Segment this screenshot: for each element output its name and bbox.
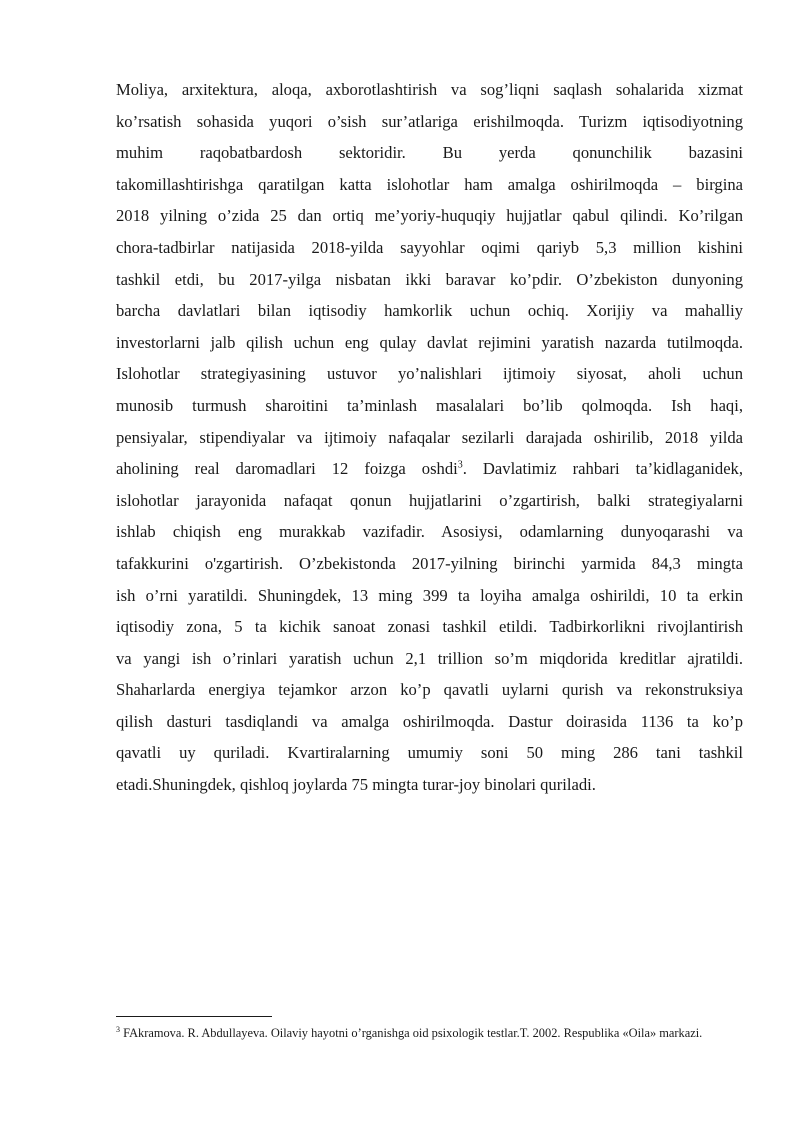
body-paragraph	[116, 74, 743, 801]
text-line: ishlab chiqish eng murakkab vazifadir. Asosiysi, odamlarning dunyoqarashi va	[116, 522, 743, 542]
text-line: 2018 yilning o’zida 25 dan ortiq me’yoriy-huquqiy hujjatlar qabul qilindi. Ko’rilgan	[116, 206, 743, 226]
footnote-reference[interactable]: 3	[457, 459, 463, 471]
text-line: ish o’rni yaratildi. Shuningdek, 13 ming 399 ta loyiha amalga oshirildi, 10 ta erkin	[116, 585, 743, 605]
footnote-text: FAkramova. R. Abdullayeva. Oilaviy hayotni o’rganishga oid psixologik testlar.T. 2002. Respublika «Oila» markazi.	[120, 1026, 703, 1040]
text-line: barcha davlatlari bilan iqtisodiy hamkorlik uchun ochiq. Xorijiy va mahalliy	[116, 301, 743, 321]
footnote-marker: 3	[116, 1024, 120, 1034]
text-line-with-footnote	[116, 453, 743, 485]
text-line: Shaharlarda energiya tejamkor arzon ko’p qavatli uylarni qurish va rekonstruksiya	[116, 680, 743, 700]
text-line: investorlarni jalb qilish uchun eng qulay davlat rejimini yaratish nazarda tutilmoqda.	[116, 332, 743, 352]
text-line: tafakkurini o'zgartirish. O’zbekistonda 2017-yilning birinchi yarmida 84,3 mingta	[116, 553, 743, 573]
text-line: islohotlar jarayonida nafaqat qonun hujjatlarini o’zgartirish, balki strategiyalarni	[116, 490, 743, 510]
text-line: Moliya, arxitektura, aloqa, axborotlashtirish va sog’liqni saqlash sohalarida xizmat	[116, 80, 743, 99]
footnote	[116, 1024, 743, 1043]
text-line: qavatli uy quriladi. Kvartiralarning umumiy soni 50 ming 286 tani tashkil	[116, 743, 743, 763]
text-line: pensiyalar, stipendiyalar va ijtimoiy nafaqalar sezilarli darajada oshirilib, 2018 yilda	[116, 427, 743, 447]
text-line: ko’rsatish sohasida yuqori o’sish sur’atlariga erishilmoqda. Turizm iqtisodiyotning	[116, 111, 743, 131]
text-line: va yangi ish o’rinlari yaratish uchun 2,1 trillion so’m miqdorida kreditlar ajratildi.	[116, 648, 743, 668]
text-segment: aholining real daromadlari 12 foizga oshdi	[116, 459, 458, 479]
footnote-separator	[116, 1016, 272, 1017]
text-line: munosib turmush sharoitini ta’minlash masalalari bo’lib qolmoqda. Ish haqi,	[116, 395, 743, 415]
text-line: Islohotlar strategiyasining ustuvor yo’nalishlari ijtimoiy siyosat, aholi uchun	[116, 364, 743, 384]
text-line: muhim raqobatbardosh sektoridir. Bu yerda qonunchilik bazasini	[116, 143, 743, 163]
text-line: iqtisodiy zona, 5 ta kichik sanoat zonasi tashkil etildi. Tadbirkorlikni rivojlantirish	[116, 617, 743, 637]
text-line: qilish dasturi tasdiqlandi va amalga oshirilmoqda. Dastur doirasida 1136 ta ko’p	[116, 711, 743, 731]
text-segment: . Davlatimiz rahbari ta’kidlaganidek,	[462, 459, 743, 479]
text-line: takomillashtirishga qaratilgan katta islohotlar ham amalga oshirilmoqda – birgina	[116, 174, 743, 194]
text-line: tashkil etdi, bu 2017-yilga nisbatan ikki baravar ko’pdir. O’zbekiston dunyoning	[116, 269, 743, 289]
text-line: chora-tadbirlar natijasida 2018-yilda sayyohlar oqimi qariyb 5,3 million kishini	[116, 237, 743, 257]
text-line: etadi.Shuningdek, qishloq joylarda 75 mingta turar-joy binolari quriladi.	[116, 775, 596, 795]
